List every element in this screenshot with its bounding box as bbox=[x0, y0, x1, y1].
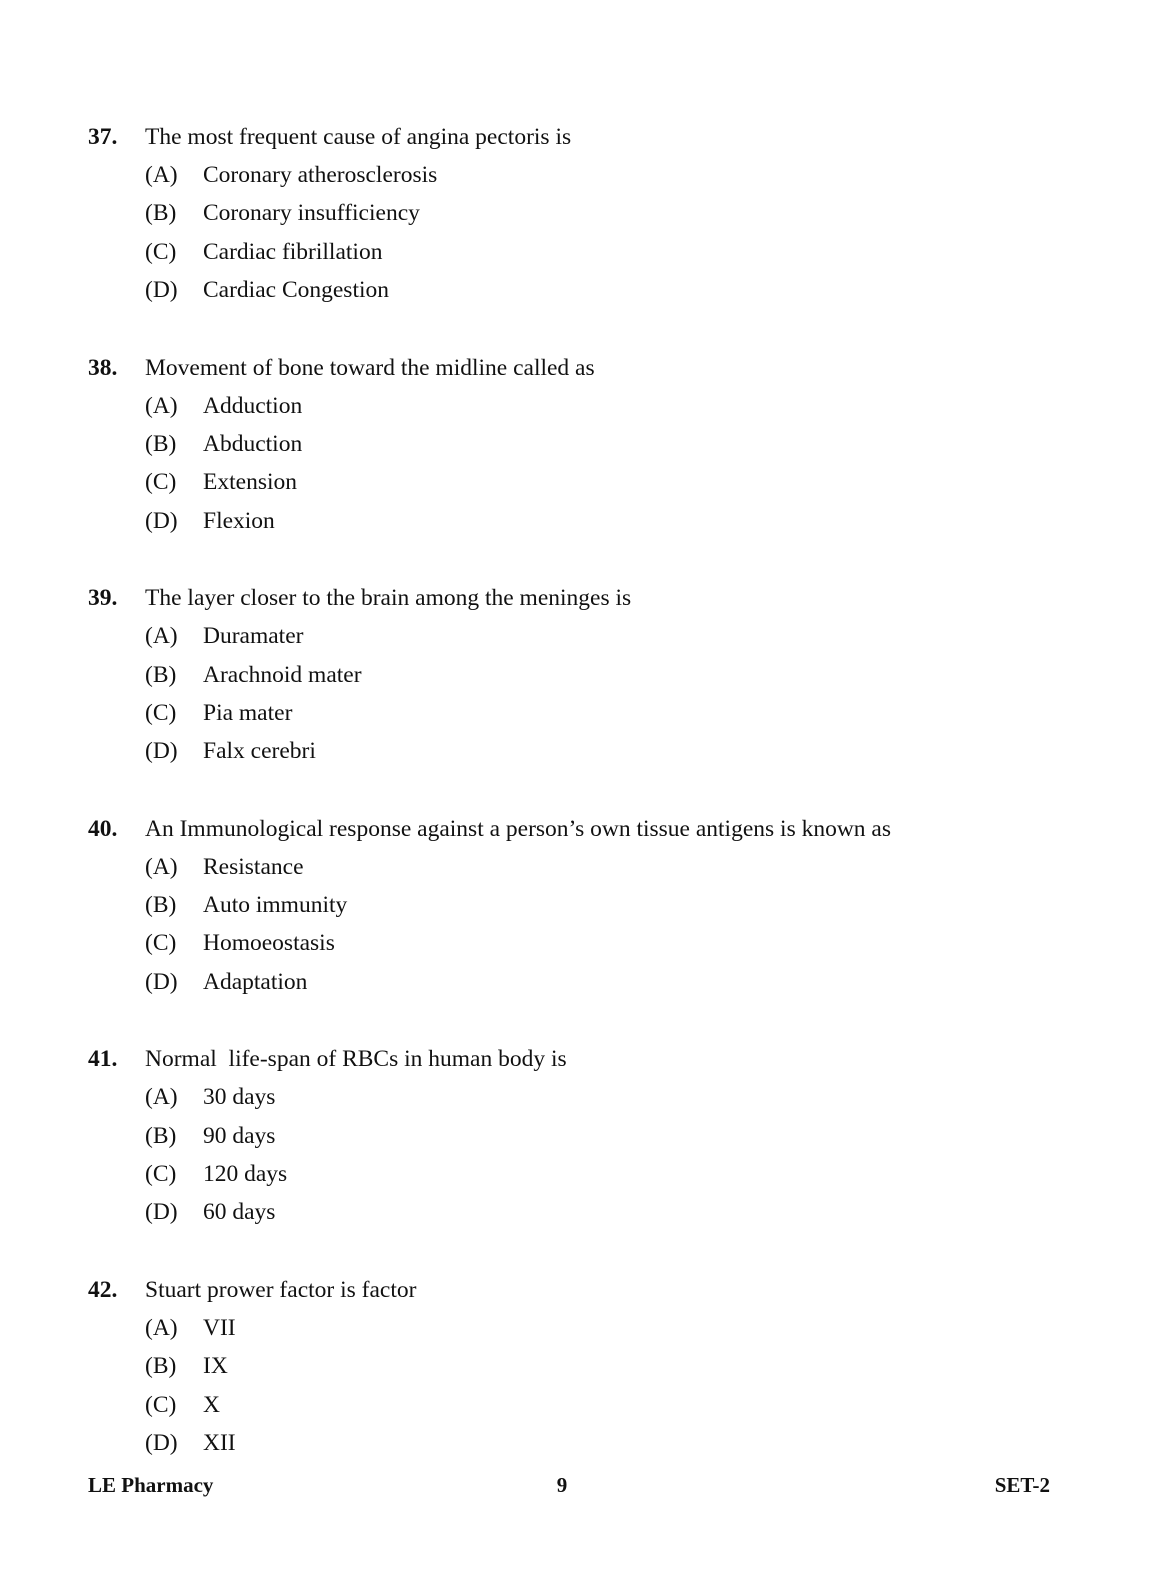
option-list bbox=[145, 387, 1078, 541]
option-c bbox=[145, 924, 1078, 962]
option-text: Cardiac fibrillation bbox=[203, 238, 383, 265]
question-number: 41. bbox=[88, 1046, 118, 1073]
option-text: Auto immunity bbox=[203, 892, 348, 919]
option-letter: (A) bbox=[145, 162, 178, 188]
option-letter: (D) bbox=[145, 507, 178, 534]
option-b bbox=[145, 425, 1078, 463]
option-text: Homoeostasis bbox=[203, 930, 335, 957]
option-c bbox=[145, 694, 1078, 732]
option-list bbox=[145, 1078, 1078, 1232]
option-d bbox=[145, 271, 1078, 309]
option-text: 30 days bbox=[203, 1084, 276, 1111]
option-text: Adaptation bbox=[203, 968, 308, 995]
option-letter: (B) bbox=[145, 892, 177, 919]
option-letter: (C) bbox=[145, 1161, 177, 1188]
footer-set-code: SET-2 bbox=[994, 1473, 1050, 1497]
page-footer bbox=[88, 1470, 1050, 1500]
option-text: Adduction bbox=[203, 392, 303, 419]
option-letter: (D) bbox=[145, 1429, 178, 1456]
option-list bbox=[145, 617, 1078, 771]
option-list bbox=[145, 848, 1078, 1002]
option-d bbox=[145, 1193, 1078, 1231]
option-letter: (C) bbox=[145, 699, 177, 726]
question-text: Normal life-span of RBCs in human body is bbox=[145, 1046, 567, 1073]
option-letter: (B) bbox=[145, 1122, 177, 1149]
option-text: Duramater bbox=[203, 623, 304, 650]
option-a bbox=[145, 387, 1078, 425]
option-text: Coronary insufficiency bbox=[203, 200, 420, 227]
option-letter: (D) bbox=[145, 277, 178, 304]
option-letter: (B) bbox=[145, 430, 177, 457]
option-a bbox=[145, 156, 1078, 194]
option-a bbox=[145, 1309, 1078, 1347]
option-text: Abduction bbox=[203, 430, 303, 457]
question-header bbox=[88, 1271, 1078, 1309]
question-number: 40. bbox=[88, 815, 118, 842]
option-letter: (B) bbox=[145, 661, 177, 688]
option-c bbox=[145, 1386, 1078, 1424]
page-number: 9 bbox=[556, 1473, 568, 1497]
question-text: Stuart prower factor is factor bbox=[145, 1276, 417, 1303]
option-letter: (B) bbox=[145, 200, 177, 227]
option-letter: (A) bbox=[145, 1084, 178, 1111]
option-text: Resistance bbox=[203, 853, 304, 880]
option-d bbox=[145, 1424, 1078, 1462]
option-d bbox=[145, 732, 1078, 770]
option-text: 90 days bbox=[203, 1122, 276, 1149]
question-header bbox=[88, 579, 1078, 617]
option-text: IX bbox=[203, 1353, 228, 1380]
option-letter: (A) bbox=[145, 623, 178, 650]
option-text: Arachnoid mater bbox=[203, 661, 362, 688]
question-40 bbox=[88, 810, 1078, 1002]
question-38 bbox=[88, 349, 1078, 541]
question-number: 39. bbox=[88, 585, 118, 612]
question-header bbox=[88, 1040, 1078, 1078]
question-number: 42. bbox=[88, 1276, 118, 1303]
option-b bbox=[145, 886, 1078, 924]
option-c bbox=[145, 233, 1078, 271]
question-number: 38. bbox=[88, 354, 118, 381]
question-text: The most frequent cause of angina pectoris is bbox=[145, 124, 572, 150]
question-list bbox=[88, 118, 1078, 1501]
option-b bbox=[145, 656, 1078, 694]
option-a bbox=[145, 1078, 1078, 1116]
option-a bbox=[145, 848, 1078, 886]
option-letter: (D) bbox=[145, 968, 178, 995]
option-letter: (C) bbox=[145, 930, 177, 957]
option-letter: (A) bbox=[145, 392, 178, 419]
option-letter: (A) bbox=[145, 1314, 178, 1341]
question-42 bbox=[88, 1271, 1078, 1463]
option-letter: (D) bbox=[145, 738, 178, 765]
option-text: VII bbox=[203, 1314, 236, 1341]
option-d bbox=[145, 502, 1078, 540]
question-number: 37. bbox=[88, 124, 118, 150]
footer-subject: LE Pharmacy bbox=[88, 1473, 214, 1497]
question-37 bbox=[88, 118, 1078, 310]
option-letter: (D) bbox=[145, 1199, 178, 1226]
option-list bbox=[145, 1309, 1078, 1463]
question-text: The layer closer to the brain among the meninges is bbox=[145, 585, 632, 612]
option-text: X bbox=[203, 1391, 220, 1418]
question-header bbox=[88, 349, 1078, 387]
option-text: Pia mater bbox=[203, 699, 293, 726]
question-header bbox=[88, 118, 1078, 156]
option-text: 120 days bbox=[203, 1161, 288, 1188]
option-text: Flexion bbox=[203, 507, 275, 534]
question-header bbox=[88, 810, 1078, 848]
option-c bbox=[145, 463, 1078, 501]
option-text: XII bbox=[203, 1429, 236, 1456]
option-c bbox=[145, 1155, 1078, 1193]
option-text: Extension bbox=[203, 469, 297, 496]
question-text: An Immunological response against a person’s own tissue antigens is known as bbox=[145, 815, 892, 842]
option-d bbox=[145, 963, 1078, 1001]
option-list bbox=[145, 156, 1078, 310]
option-text: Falx cerebri bbox=[203, 738, 316, 765]
question-41 bbox=[88, 1040, 1078, 1232]
question-39 bbox=[88, 579, 1078, 771]
option-letter: (C) bbox=[145, 238, 177, 265]
option-letter: (C) bbox=[145, 1391, 177, 1418]
option-b bbox=[145, 1117, 1078, 1155]
option-text: Coronary atherosclerosis bbox=[203, 162, 438, 188]
question-text: Movement of bone toward the midline called as bbox=[145, 354, 595, 381]
option-letter: (C) bbox=[145, 469, 177, 496]
option-a bbox=[145, 617, 1078, 655]
option-b bbox=[145, 1347, 1078, 1385]
option-b bbox=[145, 194, 1078, 232]
option-letter: (A) bbox=[145, 853, 178, 880]
option-letter: (B) bbox=[145, 1353, 177, 1380]
option-text: Cardiac Congestion bbox=[203, 277, 390, 304]
option-text: 60 days bbox=[203, 1199, 276, 1226]
